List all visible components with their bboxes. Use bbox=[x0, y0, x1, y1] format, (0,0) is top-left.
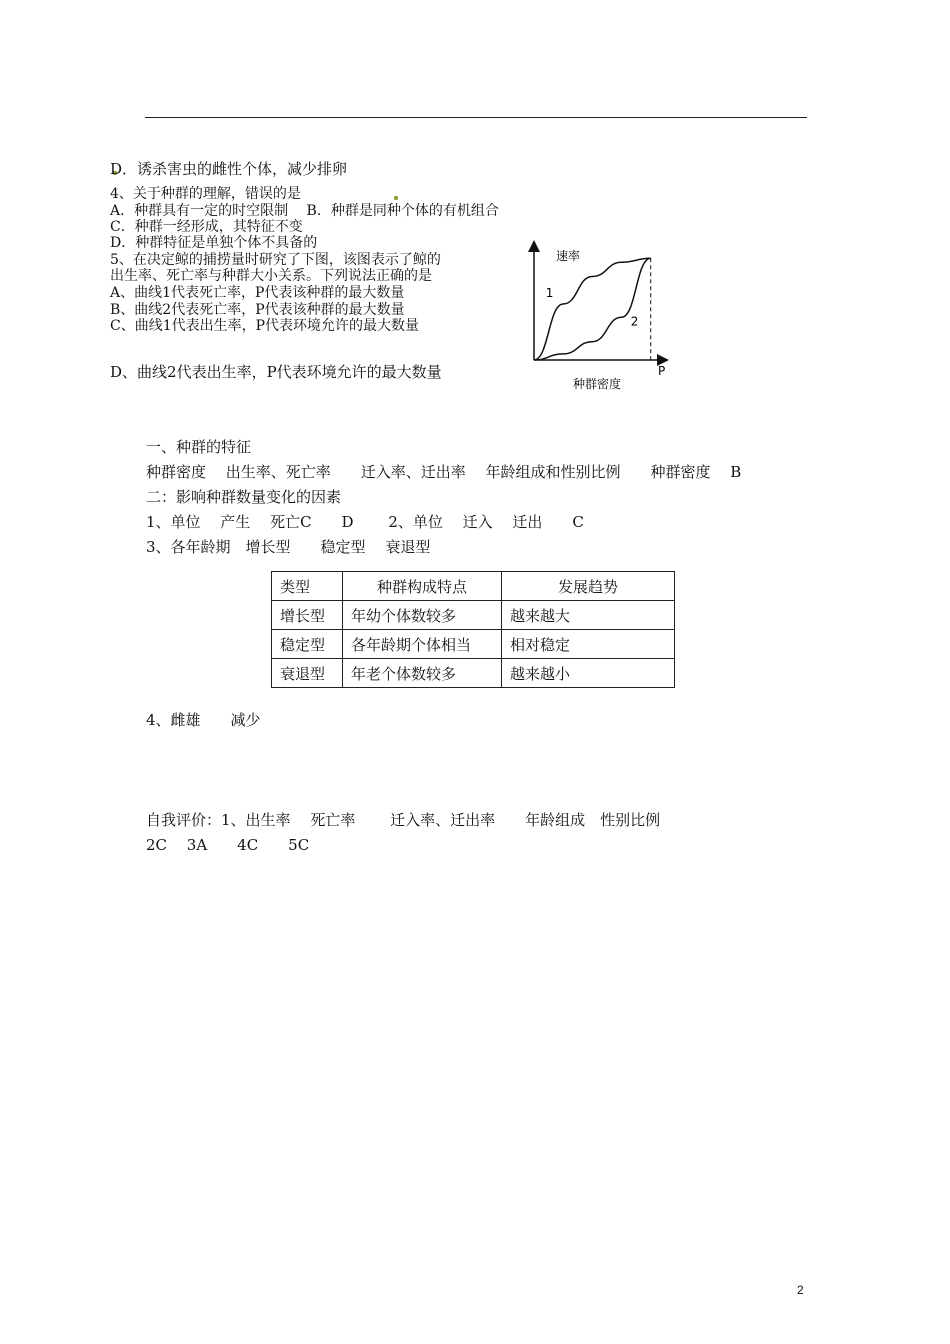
table-cell: 越来越大 bbox=[502, 601, 675, 630]
q5-stem-line2: 出生率、死亡率与种群大小关系。下列说法正确的是 bbox=[110, 268, 432, 284]
table-row bbox=[272, 601, 675, 630]
table-row bbox=[272, 630, 675, 659]
table-header: 发展趋势 bbox=[502, 572, 675, 601]
page-number: 2 bbox=[797, 1283, 804, 1297]
x-axis-label: 种群密度 bbox=[573, 377, 622, 391]
series-line-2 bbox=[534, 258, 651, 360]
table-cell: 各年龄期个体相当 bbox=[343, 630, 502, 659]
section2-answers-4: 4、雌雄 减少 bbox=[146, 711, 261, 729]
table-cell: 年幼个体数较多 bbox=[343, 601, 502, 630]
q4-stem: 4、关于种群的理解，错误的是 bbox=[110, 186, 301, 202]
table-header: 类型 bbox=[272, 572, 343, 601]
section2-title: 二：影响种群数量变化的因素 bbox=[146, 488, 342, 506]
table-cell: 稳定型 bbox=[272, 630, 343, 659]
p-marker-label: P bbox=[658, 364, 666, 378]
section2-answers-1-2: 1、单位 产生 死亡C D 2、单位 迁入 迁出 C bbox=[146, 513, 584, 531]
q5-option-a: A、曲线1代表死亡率，P代表该种群的最大数量 bbox=[110, 285, 405, 301]
table-cell: 增长型 bbox=[272, 601, 343, 630]
y-axis-label: 速率 bbox=[556, 249, 581, 263]
section1-title: 一、种群的特征 bbox=[146, 438, 252, 456]
rate-density-chart bbox=[518, 240, 678, 396]
header-rule bbox=[145, 117, 807, 118]
q4-option-d: D．种群特征是单独个体不具备的 bbox=[110, 235, 318, 251]
series-line-1 bbox=[534, 258, 651, 360]
self-evaluation-line2: 2C 3A 4C 5C bbox=[146, 836, 310, 854]
q3-option-d: D．诱杀害虫的雌性个体，减少排卵 bbox=[110, 160, 348, 178]
table-row bbox=[272, 659, 675, 688]
series-label-1: 1 bbox=[545, 285, 554, 300]
marker-dot bbox=[394, 196, 398, 200]
q5-option-c: C、曲线1代表出生率，P代表环境允许的最大数量 bbox=[110, 318, 420, 334]
age-structure-table bbox=[271, 571, 675, 688]
q5-stem-line1: 5、在决定鲸的捕捞量时研究了下图，该图表示了鲸的 bbox=[110, 252, 441, 268]
q4-option-c: C．种群一经形成，其特征不变 bbox=[110, 219, 303, 235]
section2-answers-3: 3、各年龄期 增长型 稳定型 衰退型 bbox=[146, 538, 431, 556]
q5-option-b: B、曲线2代表死亡率，P代表该种群的最大数量 bbox=[110, 302, 405, 318]
section1-answers: 种群密度 出生率、死亡率 迁入率、迁出率 年龄组成和性别比例 种群密度 B bbox=[146, 463, 742, 481]
q4-option-ab: A．种群具有一定的时空限制 B．种群是同种个体的有机组合 bbox=[110, 203, 499, 219]
table-cell: 越来越小 bbox=[502, 659, 675, 688]
table-header-row bbox=[272, 572, 675, 601]
self-evaluation-line1: 自我评价：1、出生率 死亡率 迁入率、迁出率 年龄组成 性别比例 bbox=[146, 811, 661, 829]
table-cell: 年老个体数较多 bbox=[343, 659, 502, 688]
table-cell: 相对稳定 bbox=[502, 630, 675, 659]
series-label-2: 2 bbox=[630, 314, 639, 329]
table-cell: 衰退型 bbox=[272, 659, 343, 688]
table-header: 种群构成特点 bbox=[343, 572, 502, 601]
q5-option-d: D、曲线2代表出生率，P代表环境允许的最大数量 bbox=[110, 363, 442, 381]
